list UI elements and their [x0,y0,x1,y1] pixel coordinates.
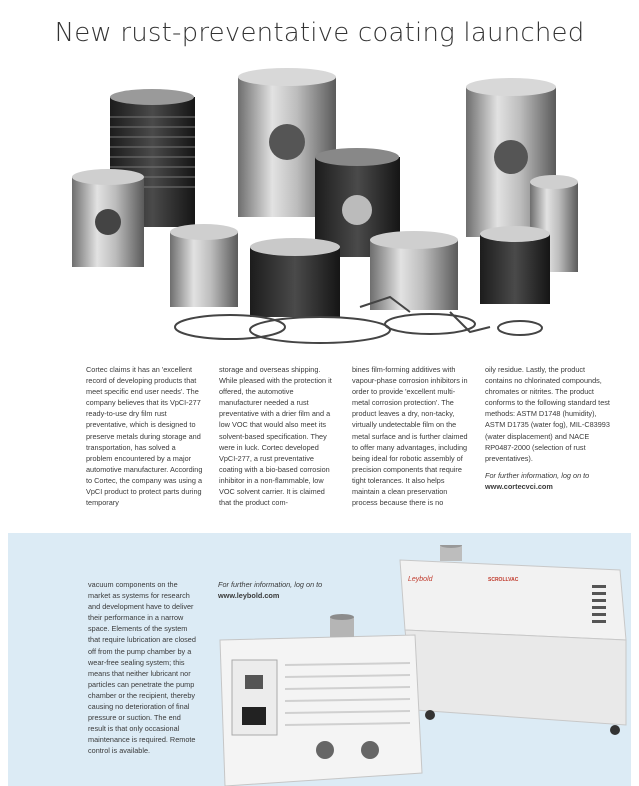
further-info [485,470,610,492]
pump-back-right [400,545,626,735]
leybold-article-text: vacuum components on the market as systems for research and development have to deliver their performance in a narrow space. Elements of the system that require lubrication are closed off from the pump chamber by a wear-free sealing system; this means that neither lubricant nor particles can penetrate the pump chamber or the recipient, thereby causing no deterioration of final pressure or suction. The end result is that only occasional maintenance is required. Remote control is available. [88,580,196,756]
pump-brand-label: Leybold [408,576,433,583]
leybold-article-column-1 [88,579,200,757]
article-column-4-text: oily residue. Lastly, the product contains no chlorinated compounds, chromates or nitrites. The product conforms to the following standard test methods: ASTM D1748 (humidity), ASTM D1735 (water fog), MIL-C83993 (water displacement) and NACE RP0487-2000 (selection of rust preventatives). [485,365,610,463]
article-column-1 [86,364,204,508]
article-column-1-text: Cortec claims it has an 'excellent record of developing products that meet specific end user needs'. The company believes that its VpCI-277 ready-to-use dry film rust preventative, which is designed to preserve metals during storage and transportation, has solved a problem encountered by a major automotive manufacturer. According to Cortec, the company was using a VpCI product to protect parts during temporary [86,365,203,508]
article-column-2-text: storage and overseas shipping. While pleased with the protection it offered, the automotive manufacturer needed a rust preventative with a drier film and a low VOC that would also meet its solvent-based specification. They were in luck. Cortec developed VpCI-277, a rust preventative coating with a bio-based corrosion inhibitor in a non-flammable, low VOC solvent carrier. It is claimed that the product com- [219,365,332,508]
cortec-url-link[interactable]: www.cortecvci.com [485,481,553,491]
pistons-photo [60,62,580,352]
further-info-text: For further information, log on to [485,470,590,480]
leybold-further-info-text: For further information, log on to [218,580,323,589]
pump-model-label: SCROLLVAC [488,577,519,583]
leybold-url-link[interactable]: www.leybold.com [218,591,280,601]
article-column-2 [219,364,337,508]
article-headline: New rust-preventative coating launched [54,18,585,48]
pump-front [220,614,422,786]
article-column-3 [352,364,470,508]
vacuum-pumps-photo [190,545,631,786]
article-column-4 [485,364,610,492]
article-column-3-text: bines film-forming additives with vapour-phase corrosion inhibitors in order to provide 'excellent multi-metal corrosion protection'. The product leaves a dry, non-tacky, virtually undetectable film on the metal surface and is further claimed to offer many advantages, including being ideal for robotic assembly of precision components that require tight tolerances. It also helps maintain a clean preservation process because there is no [352,365,468,508]
